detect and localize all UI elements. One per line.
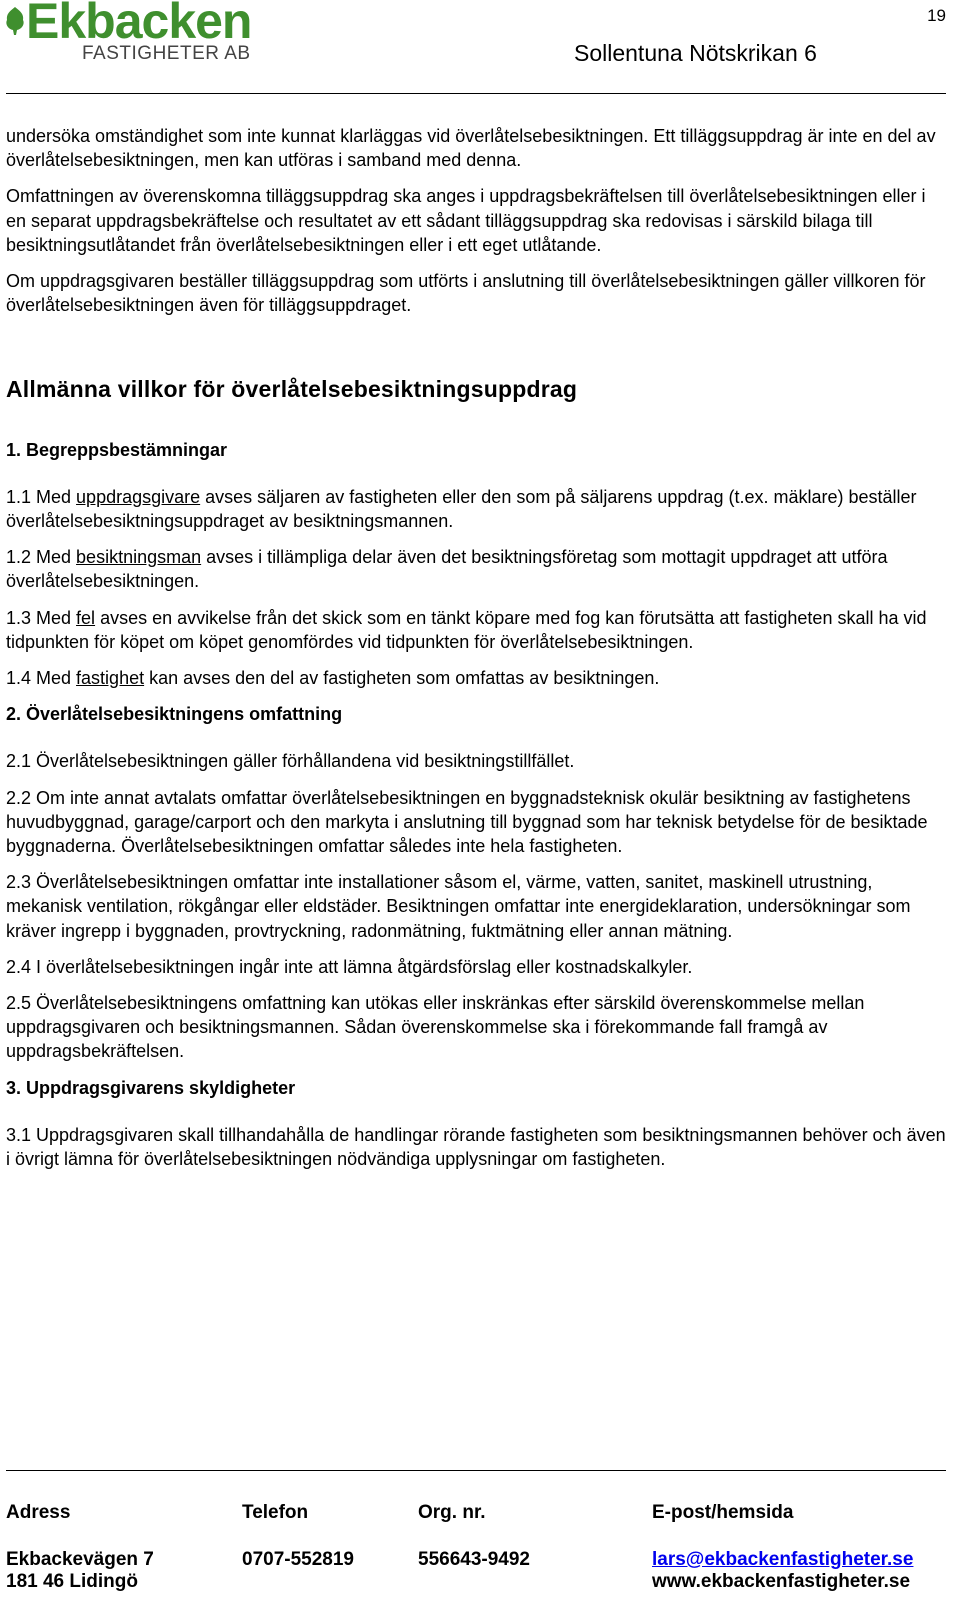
paragraph: Om uppdragsgivaren beställer tilläggsuppdrag som utförts i anslutning till överlåtelsebesiktningen gäller villkoren för överlåtelsebesiktningen även för tilläggsuppdraget. [6,271,926,316]
clause-3-1: 3.1 Uppdragsgivaren skall tillhandahålla de handlingar rörande fastigheten som besiktningsmannen behöver och även i övrigt lämna för överlåtelsebesiktningen nödvändiga upplysningar om fastigheten. [6,1124,946,1170]
clause-2-2: 2.2 Om inte annat avtalats omfattar överlåtelsebesiktningen en byggnadsteknisk okulär besiktning av fastighetens huvudbyggnad, garage/carport och den markyta i anslutning till byggnad som har teknisk betydelse för de besiktade byggnaderna. Överlåtelsebesiktningen omfattar således inte hela fastigheten. [6,787,928,857]
oak-leaf-icon [4,6,26,36]
section-heading: Allmänna villkor för överlåtelsebesiktningsuppdrag [6,376,578,403]
org-label: Org. nr. [418,1502,486,1523]
contact-label: E-post/hemsida [652,1502,794,1523]
project-title: Sollentuna Nötskrikan 6 [574,40,817,66]
footer-address [6,1500,154,1594]
clause-1-1: 1.1 Med uppdragsgivare avses säljaren av fastigheten eller den som på säljarens uppdrag (t.ex. mäklare) beställer överlåtelsebesiktningsuppdraget av besiktningsmannen. [6,486,917,532]
footer-org [418,1500,530,1572]
defined-term: fel [76,607,96,628]
logo-wordmark: Ekbacken [26,0,252,49]
clause-2-4: 2.4 I överlåtelsebesiktningen ingår inte att lämna åtgärdsförslag eller kostnadskalkyler. [6,956,693,977]
defined-term: uppdragsgivare [76,486,201,507]
clause-2-5: 2.5 Överlåtelsebesiktningens omfattning kan utökas eller inskränkas efter särskild överenskommelse mellan uppdragsgivaren och besiktningsmannen. Sådan överenskommelse ska i förekommande fall framgå av uppdragsbekräftelsen. [6,993,865,1062]
website-link[interactable]: www.ekbackenfastigheter.se [652,1571,911,1592]
footer-contact [652,1500,913,1594]
page-number: 19 [927,6,946,25]
defined-term: besiktningsman [76,547,202,568]
phone-number: 0707-552819 [242,1549,354,1570]
clause-1-2: 1.2 Med besiktningsman avses i tillämpliga delar även det besiktningsföretag som mottagit uppdraget att utföra överlåtelsebesiktningen. [6,547,888,592]
address-label: Adress [6,1502,71,1523]
clause-1-4: 1.4 Med fastighet kan avses den del av fastigheten som omfattas av besiktningen. [6,668,660,689]
clause-2-1: 2.1 Överlåtelsebesiktningen gäller förhållandena vid besiktningstillfället. [6,751,575,772]
footer-phone [242,1500,354,1572]
paragraph: Omfattningen av överenskomna tilläggsuppdrag ska anges i uppdragsbekräftelsen till överlåtelsebesiktningen eller i en separat uppdragsbekräftelse och resultatet av ett sådant tilläggsuppdrag ska redovisas i särskild bilaga till besiktningsutlåtandet från överlåtelsebesiktningen eller i ett eget utlåtande. [6,186,926,255]
footer-divider [6,1470,946,1471]
defined-term: fastighet [76,668,145,689]
clause-1-3: 1.3 Med fel avses en avvikelse från det skick som en tänkt köpare med fog kan förutsätta att fastigheten skall ha vid tidpunkten för köpet om köpet genomfördes vid tidpunkten för överlåtelsebesiktningen. [6,607,927,652]
logo-subtitle: FASTIGHETER AB [82,43,251,64]
subsection-title: 1. Begreppsbestämningar [6,439,228,460]
org-number: 556643-9492 [418,1549,530,1570]
header-divider [6,93,946,94]
subsection-title: 2. Överlåtelsebesiktningens omfattning [6,704,343,725]
paragraph: undersöka omständighet som inte kunnat klarläggas vid överlåtelsebesiktningen. Ett tilläggsuppdrag är inte en del av överlåtelsebesiktningen, men kan utföras i samband med denna. [6,126,936,171]
address-line: Ekbackevägen 7 [6,1549,154,1570]
company-logo [4,2,334,68]
phone-label: Telefon [242,1502,309,1523]
subsection-title: 3. Uppdragsgivarens skyldigheter [6,1077,296,1098]
address-line: 181 46 Lidingö [6,1571,138,1592]
document-body [6,124,950,1183]
email-link[interactable]: lars@ekbackenfastigheter.se [652,1549,914,1570]
clause-2-3: 2.3 Överlåtelsebesiktningen omfattar inte installationer såsom el, värme, vatten, sanitet, maskinell utrustning, mekanisk ventilation, rökgångar eller eldstäder. Besiktningen omfattar inte energideklaration, undersökningar som kräver ingrepp i byggnaden, provtryckning, radonmätning, fuktmätning eller annan mätning. [6,872,911,941]
